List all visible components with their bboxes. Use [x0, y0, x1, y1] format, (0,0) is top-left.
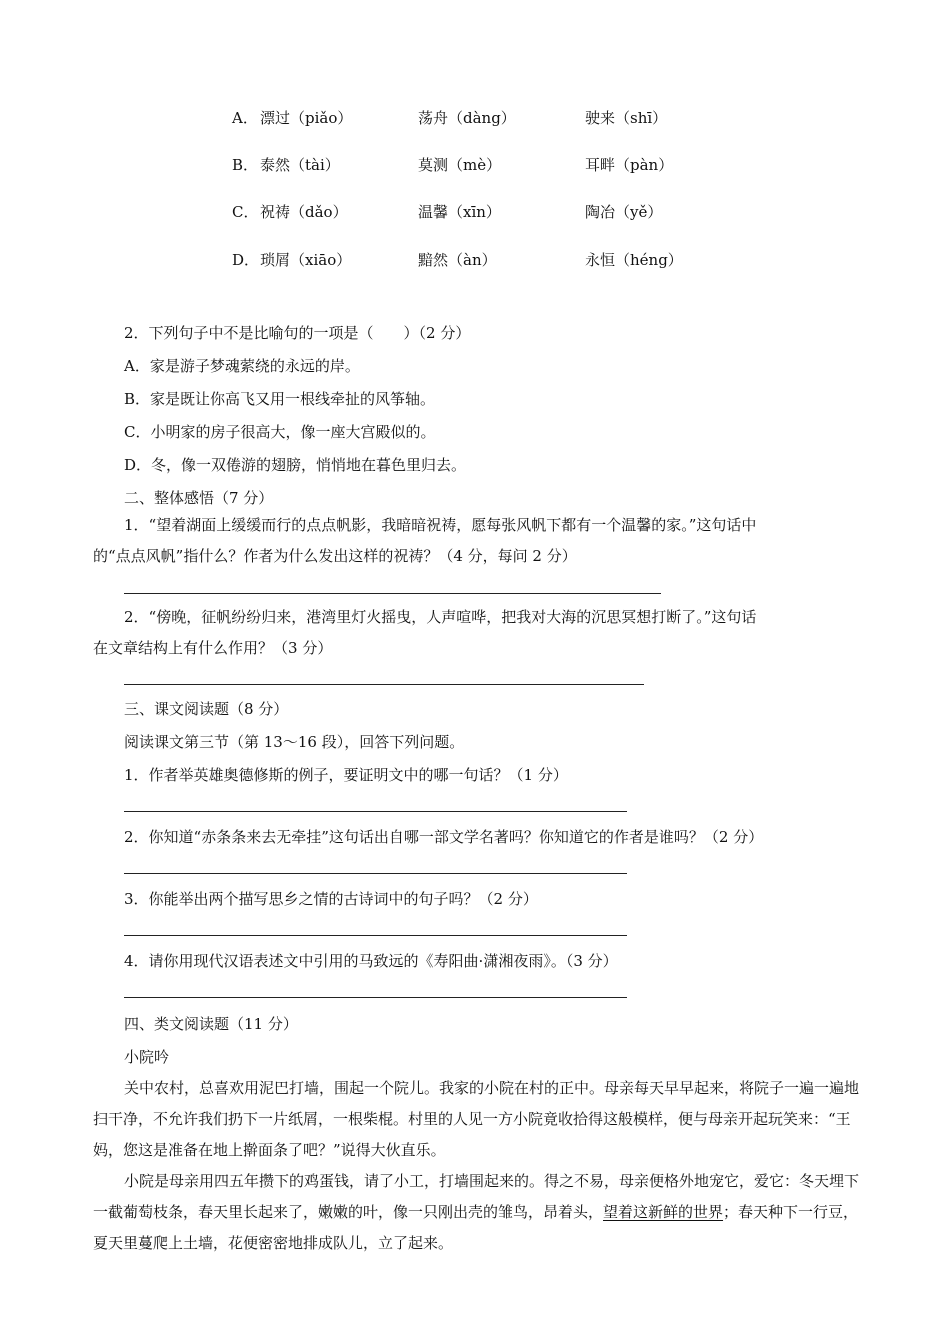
- section3-question-2: 2．你知道“赤条条来去无牵挂”这句话出自哪一部文学名著吗？你知道它的作者是谁吗？（2 分）: [124, 828, 764, 846]
- q1-option-a-item-1: 漂过（piǎo）: [260, 109, 353, 127]
- article-paragraph-2-after: ；春天种下一行豆，夏天里蔓爬上土墙，花便密密地排成队儿，立了起来。: [93, 1203, 859, 1252]
- q2-option-a: A．家是游子梦魂萦绕的永远的岸。: [124, 357, 360, 375]
- section2-q1-line1: 1．“望着湖面上缓缓而行的点点帆影，我暗暗祝祷，愿每张风帆下都有一个温馨的家。”这句话中: [124, 516, 757, 534]
- section3-intro: 阅读课文第三节（第 13～16 段），回答下列问题。: [124, 733, 465, 751]
- section2-q1-answer-line[interactable]: [124, 593, 661, 594]
- section2-title: 二、整体感悟（7 分）: [124, 489, 274, 507]
- article-paragraph-2-before: 小院是母亲用四五年攒下的鸡蛋钱，请了小工，打墙围起来的。得之不易，母亲便格外地宠它，爱它：冬天埋下一截葡萄枝条，春天里长起来了，嫩嫩的叶，像一只刚出壳的雏鸟，昂着头，: [93, 1172, 860, 1221]
- q1-option-d-item-2: 黯然（àn）: [418, 251, 497, 269]
- section3-q4-answer-line[interactable]: [124, 997, 627, 998]
- q1-option-b-item-1: 泰然（tài）: [260, 156, 340, 174]
- section2-q2-line1: 2．“傍晚，征帆纷纷归来，港湾里灯火摇曳，人声喧哗，把我对大海的沉思冥想打断了。”这句话: [124, 608, 757, 626]
- section3-question-1: 1．作者举英雄奥德修斯的例子，要证明文中的哪一句话？（1 分）: [124, 766, 568, 784]
- q1-option-c-item-2: 温馨（xīn）: [418, 203, 501, 221]
- q1-option-b-item-3: 耳畔（pàn）: [585, 156, 674, 174]
- section3-q1-answer-line[interactable]: [124, 811, 627, 812]
- q1-option-c-item-3: 陶冶（yě）: [585, 203, 663, 221]
- q1-option-d-label: D．: [232, 251, 260, 269]
- article-paragraph-1: 关中农村，总喜欢用泥巴打墙，围起一个院儿。我家的小院在村的正中。母亲每天早早起来，将院子一遍一遍地扫干净，不允许我们扔下一片纸屑，一根柴棍。村里的人见一方小院竟收拾得这般模样，便与母亲开起玩笑来：“王妈，您这是准备在地上擀面条了吧？”说得大伙直乐。: [93, 1079, 860, 1159]
- q1-option-c-label: C．: [232, 203, 259, 221]
- section2-q1-line2: 的“点点风帆”指什么？作者为什么发出这样的祝祷？（4 分，每问 2 分）: [93, 547, 577, 565]
- q1-option-c-item-1: 祝祷（dǎo）: [260, 203, 348, 221]
- section3-question-3: 3．你能举出两个描写思乡之情的古诗词中的句子吗？（2 分）: [124, 890, 538, 908]
- article-title: 小院吟: [124, 1048, 170, 1066]
- section3-question-4: 4．请你用现代汉语表述文中引用的马致远的《寿阳曲·潇湘夜雨》。（3 分）: [124, 952, 618, 970]
- q2-option-c: C．小明家的房子很高大，像一座大宫殿似的。: [124, 423, 436, 441]
- q2-option-b: B．家是既让你高飞又用一根线牵扯的风筝轴。: [124, 390, 436, 408]
- section3-q3-answer-line[interactable]: [124, 935, 627, 936]
- q1-option-b-label: B．: [232, 156, 259, 174]
- q1-option-d-item-3: 永恒（héng）: [585, 251, 683, 269]
- article-paragraph-2-underlined: 望着这新鲜的世界: [603, 1203, 724, 1221]
- q1-option-b-item-2: 莫测（mè）: [418, 156, 502, 174]
- section2-q2-line2: 在文章结构上有什么作用？（3 分）: [93, 639, 333, 657]
- article-paragraph-2: [93, 1166, 859, 1259]
- section3-q2-answer-line[interactable]: [124, 873, 627, 874]
- section3-title: 三、课文阅读题（8 分）: [124, 700, 289, 718]
- q2-stem: 2．下列句子中不是比喻句的一项是（ ）（2 分）: [124, 324, 471, 342]
- q2-option-d: D．冬，像一双倦游的翅膀，悄悄地在暮色里归去。: [124, 456, 467, 474]
- q1-option-a-item-3: 驶来（shī）: [585, 109, 668, 127]
- q1-option-a-item-2: 荡舟（dàng）: [418, 109, 516, 127]
- section4-title: 四、类文阅读题（11 分）: [124, 1015, 298, 1033]
- section2-q2-answer-line[interactable]: [124, 684, 644, 685]
- q1-option-a-label: A．: [232, 109, 258, 127]
- q1-option-d-item-1: 琐屑（xiāo）: [260, 251, 352, 269]
